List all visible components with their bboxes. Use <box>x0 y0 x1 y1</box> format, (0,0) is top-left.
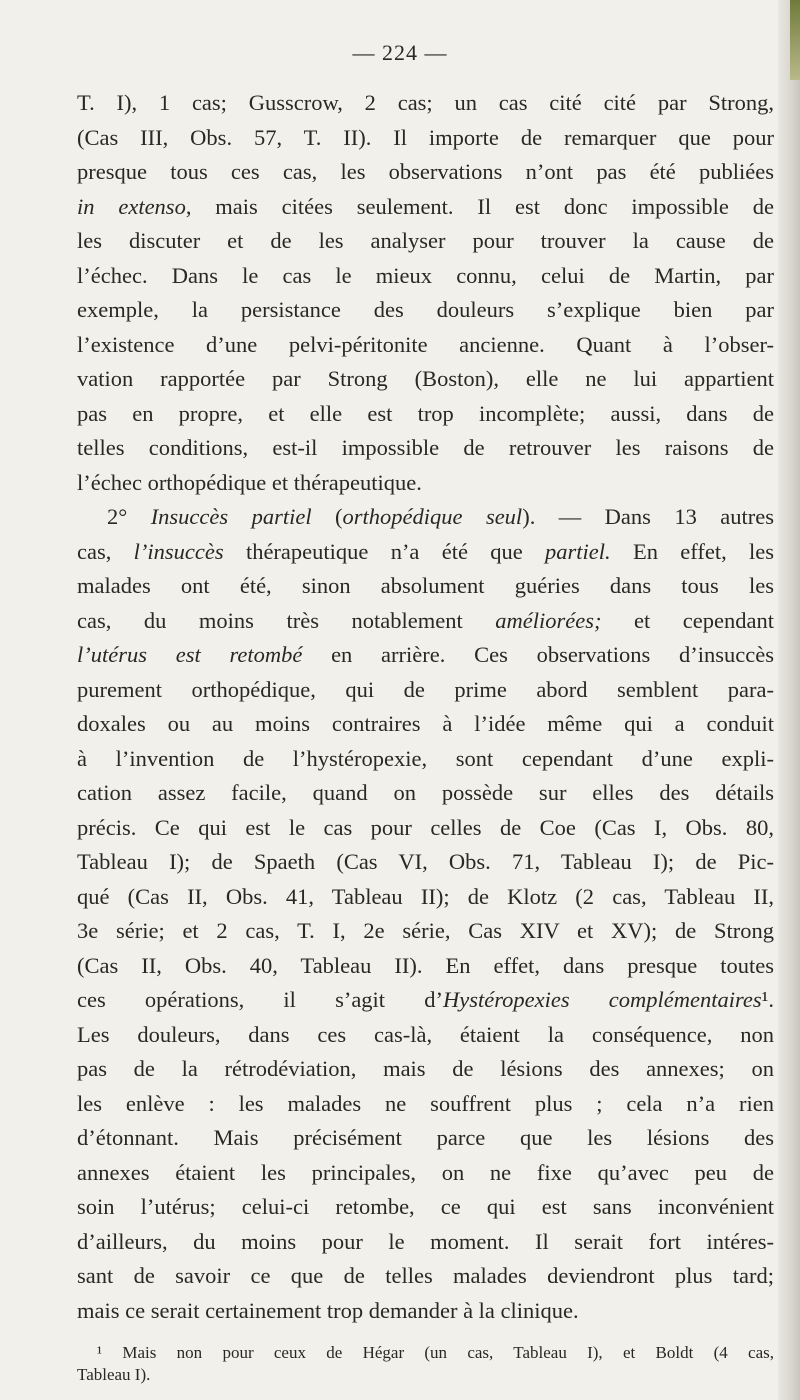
text-line: d’étonnant. Mais précisément parce que les lésions des <box>77 1125 774 1150</box>
text-line: ces opérations, il s’agit d’Hystéropexies complémentaires¹. <box>77 987 774 1012</box>
text-line: Tableau I); de Spaeth (Cas VI, Obs. 71, Tableau I); de Pic- <box>77 849 774 874</box>
text-line: qué (Cas II, Obs. 41, Tableau II); de Klotz (2 cas, Tableau II, <box>77 883 774 909</box>
text-line: cation assez facile, quand on possède sur elles des détails <box>77 780 774 805</box>
page-number: — 224 — <box>352 40 448 65</box>
text-line: d’ailleurs, du moins pour le moment. Il serait fort intéres- <box>77 1228 774 1254</box>
text-line: soin l’utérus; celui-ci retombe, ce qui est sans inconvénient <box>77 1194 774 1219</box>
text-line: presque tous ces cas, les observations n’ont pas été publiées <box>77 159 774 184</box>
text-line: malades ont été, sinon absolument guéries dans tous les <box>77 573 774 598</box>
body-text <box>77 86 774 1386</box>
section-heading-line: 2° Insuccès partiel (orthopédique seul). — Dans 13 autres <box>107 504 775 529</box>
text-line: mais ce serait certainement trop demander à la clinique. <box>77 1297 579 1323</box>
footnote-line: ¹ Mais non pour ceux de Hégar (un cas, Tableau I), et Boldt (4 cas, <box>97 1343 774 1362</box>
text-line: annexes étaient les principales, on ne fixe qu’avec peu de <box>77 1159 774 1185</box>
text-line: exemple, la persistance des douleurs s’explique bien par <box>77 297 774 322</box>
text-line: les discuter et de les analyser pour trouver la cause de <box>77 228 774 253</box>
text-line: Les douleurs, dans ces cas-là, étaient la conséquence, non <box>77 1021 774 1047</box>
footnote-line: Tableau I). <box>77 1365 151 1384</box>
text-line: (Cas III, Obs. 57, T. II). Il importe de remarquer que pour <box>77 124 774 150</box>
text-line: l’utérus est retombé en arrière. Ces observations d’insuccès <box>77 642 774 667</box>
text-line: à l’invention de l’hystéropexie, sont cependant d’une expli- <box>77 745 774 771</box>
text-line: l’existence d’une pelvi-péritonite ancienne. Quant à l’obser- <box>77 331 774 357</box>
text-line: telles conditions, est-il impossible de retrouver les raisons de <box>77 435 774 460</box>
text-line: T. I), 1 cas; Gusscrow, 2 cas; un cas cité cité par Strong, <box>77 90 774 115</box>
text-line: in extenso, mais citées seulement. Il est donc impossible de <box>77 193 775 219</box>
text-line: pas en propre, et elle est trop incomplète; aussi, dans de <box>77 400 774 426</box>
text-line: doxales ou au moins contraires à l’idée même qui a conduit <box>77 711 774 736</box>
text-line: pas de la rétrodéviation, mais de lésions des annexes; on <box>77 1056 774 1081</box>
text-line: précis. Ce qui est le cas pour celles de Coe (Cas I, Obs. 80, <box>77 814 774 840</box>
text-line: l’échec. Dans le cas le mieux connu, celui de Martin, par <box>77 262 774 288</box>
text-line: les enlève : les malades ne souffrent plus ; cela n’a rien <box>77 1090 774 1116</box>
text-line: cas, du moins très notablement améliorées; et cependant <box>77 607 774 633</box>
text-line: 3e série; et 2 cas, T. I, 2e série, Cas XIV et XV); de Strong <box>77 918 774 943</box>
text-line: purement orthopédique, qui de prime abord semblent para- <box>77 676 774 702</box>
text-line: cas, l’insuccès thérapeutique n’a été que partiel. En effet, les <box>77 538 774 564</box>
page-edge <box>778 0 800 1400</box>
text-line: sant de savoir ce que de telles malades deviendront plus tard; <box>77 1263 774 1288</box>
text-line: (Cas II, Obs. 40, Tableau II). En effet, dans presque toutes <box>77 952 774 978</box>
footnote-separator <box>77 1328 774 1342</box>
text-line: l’échec orthopédique et thérapeutique. <box>77 469 422 495</box>
text-line: vation rapportée par Strong (Boston), elle ne lui appartient <box>77 366 774 391</box>
